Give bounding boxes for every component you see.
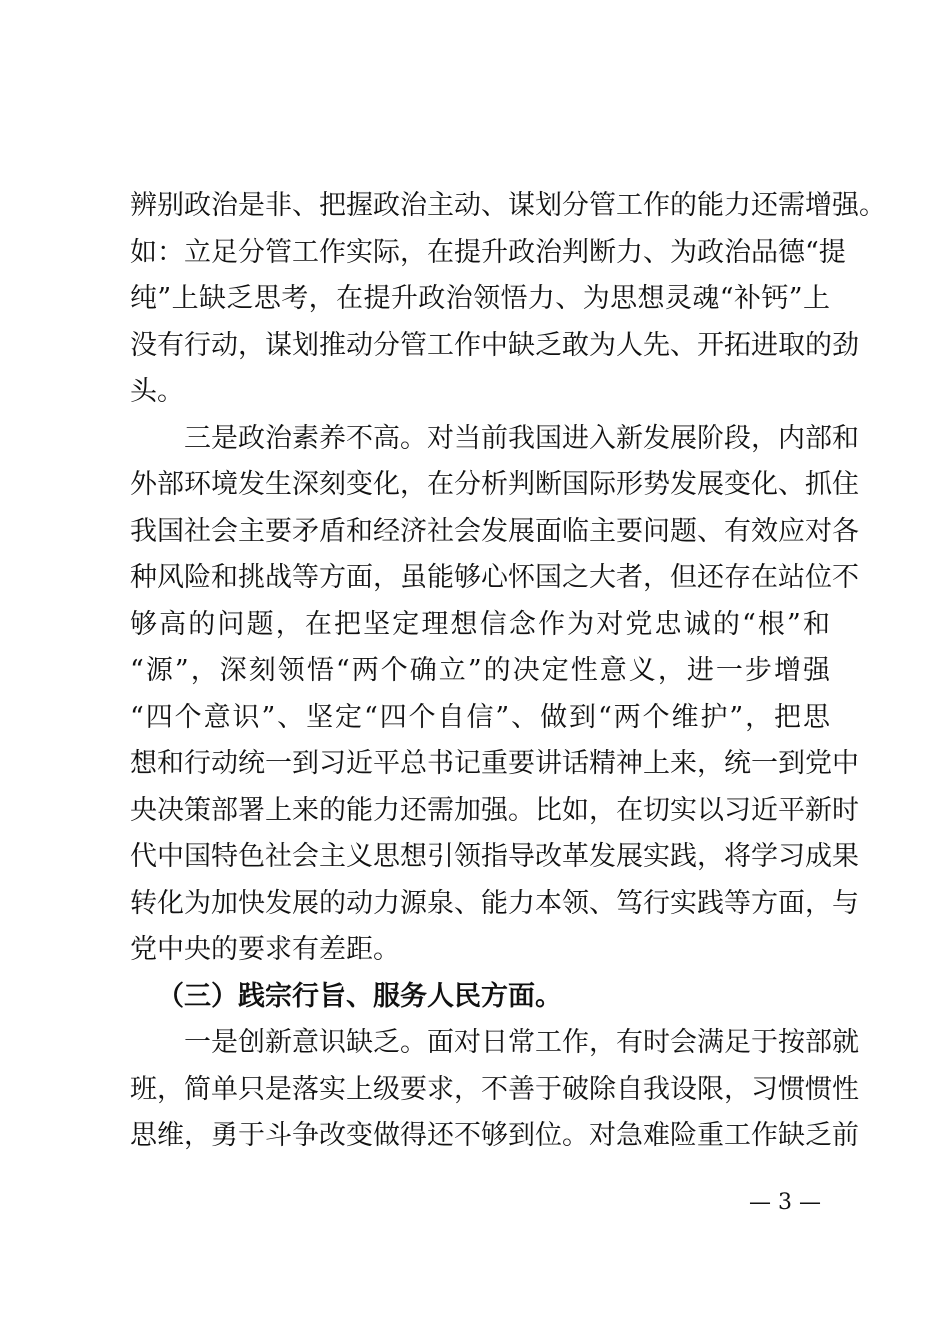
text-line: 想和行动统一到习近平总书记重要讲话精神上来，统一到党中: [130, 748, 859, 779]
text-line: 转化为加快发展的动力源泉、能力本领、笃行实践等方面，与: [130, 888, 859, 919]
text-line: “源”，深刻领悟“两个确立”的决定性意义，进一步增强: [130, 655, 830, 686]
text-line: 思维，勇于斗争改变做得还不够到位。对急难险重工作缺乏前: [130, 1120, 859, 1151]
text-line: “四个意识”、坚定“四个自信”、做到“两个维护”，把思: [130, 702, 830, 733]
text-line: 没有行动，谋划推动分管工作中缺乏敢为人先、开拓进取的劲: [130, 330, 859, 361]
text-line: 纯”上缺乏思考，在提升政治领悟力、为思想灵魂“补钙”上: [130, 283, 830, 314]
text-line: 党中央的要求有差距。: [130, 934, 400, 965]
text-line: 够高的问题，在把坚定理想信念作为对党忠诚的“根”和: [130, 609, 830, 640]
text-line: 代中国特色社会主义思想引领指导改革发展实践，将学习成果: [130, 841, 859, 872]
text-line: 头。: [130, 376, 184, 407]
page-number: — 3 —: [749, 1190, 821, 1215]
text-line: 我国社会主要矛盾和经济社会发展面临主要问题、有效应对各: [130, 516, 859, 547]
section-heading: （三）践宗行旨、服务人民方面。: [157, 981, 562, 1012]
text-line: 辨别政治是非、把握政治主动、谋划分管工作的能力还需增强。: [130, 190, 886, 221]
paragraph-start-line: 三是政治素养不高。对当前我国进入新发展阶段，内部和: [184, 423, 859, 454]
text-line: 班，简单只是落实上级要求，不善于破除自我设限，习惯惯性: [130, 1074, 859, 1105]
text-line: 央决策部署上来的能力还需加强。比如，在切实以习近平新时: [130, 795, 859, 826]
text-line: 种风险和挑战等方面，虽能够心怀国之大者，但还存在站位不: [130, 562, 859, 593]
text-line: 外部环境发生深刻变化，在分析判断国际形势发展变化、抓住: [130, 469, 859, 500]
paragraph-start-line: 一是创新意识缺乏。面对日常工作，有时会满足于按部就: [184, 1027, 859, 1058]
text-line: 如：立足分管工作实际，在提升政治判断力、为政治品德“提: [130, 237, 846, 268]
